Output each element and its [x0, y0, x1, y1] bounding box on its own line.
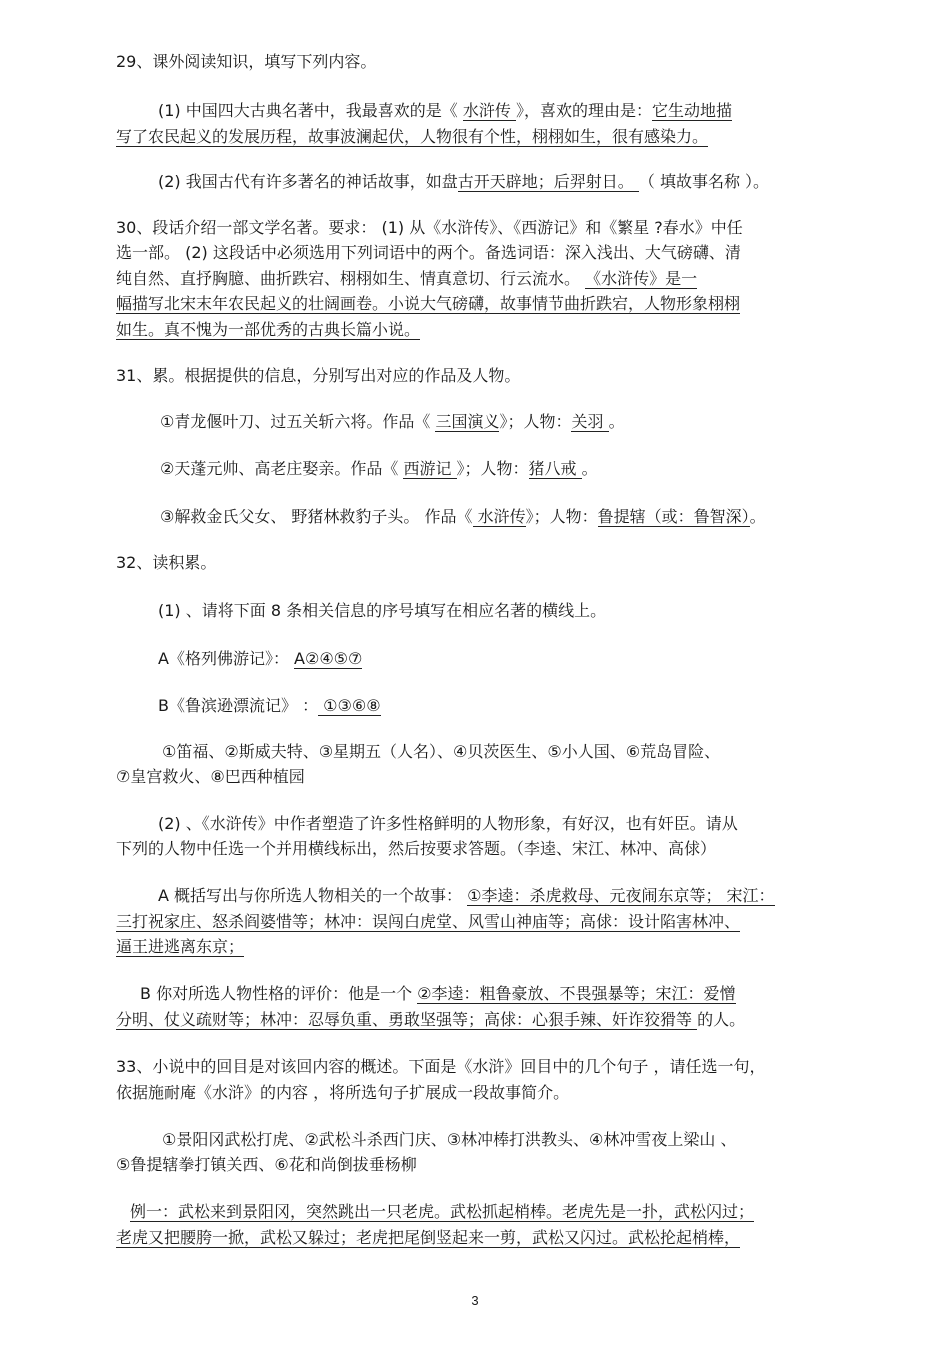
answer-underline: 逼王进逃离东京； — [116, 937, 245, 956]
text-segment: A《格列佛游记》： — [158, 649, 295, 668]
text-segment: 。 — [749, 507, 766, 526]
text-line — [158, 601, 606, 621]
text-segment: 依据施耐庵《水浒》的内容 ，将所选句子扩展成一段故事简介。 — [116, 1083, 570, 1102]
text-segment: A 概括写出与你所选人物相关的一个故事： — [158, 886, 468, 905]
text-segment: 选一部。 (2) 这段话中必须选用下列词语中的两个。备选词语：深入浅出、大气磅礴、清 — [116, 243, 741, 262]
text-line — [116, 127, 708, 147]
text-line — [116, 937, 244, 957]
answer-underline: A②④⑤⑦ — [294, 649, 363, 668]
text-line — [116, 1083, 569, 1103]
text-line — [116, 839, 716, 859]
text-line — [140, 984, 736, 1004]
text-line — [116, 1228, 740, 1248]
text-segment: 32、读积累。 — [116, 553, 217, 572]
answer-underline: 水浒传 — [472, 507, 526, 526]
answer-underline: 古开天辟地；后羿射日。 — [457, 172, 639, 191]
text-segment: ①景阳冈武松打虎、②武松斗杀西门庆、③林冲棒打洪教头、④林冲雪夜上梁山 、 — [162, 1130, 737, 1149]
text-segment: (2) 我国古代有许多著名的神话故事，如盘 — [158, 172, 458, 191]
text-segment: B《鲁滨逊漂流记》 ： — [158, 696, 319, 715]
text-segment: 纯自然、直抒胸臆、曲折跌宕、栩栩如生、情真意切、行云流水。 — [116, 269, 586, 288]
answer-underline: 如生。真不愧为一部优秀的古典长篇小说。 — [116, 320, 421, 339]
answer-underline: ②李逵：粗鲁豪放、不畏强暴等；宋江：爱憎 — [417, 984, 736, 1003]
answer-underline: 写了农民起义的发展历程，故事波澜起伏，人物很有个性，栩栩如生，很有感染力。 — [116, 127, 709, 146]
text-line — [116, 52, 376, 72]
text-segment: ①青龙偃叶刀、过五关斩六将。作品《 — [160, 412, 436, 431]
text-segment: 》；人物： — [456, 459, 529, 478]
text-line — [130, 1202, 754, 1222]
text-line — [160, 507, 766, 527]
text-segment: (2) 、《水浒传》中作者塑造了许多性格鲜明的人物形象，有好汉，也有奸臣。请从 — [158, 814, 738, 833]
text-line — [116, 1010, 745, 1030]
page-number: 3 — [471, 1293, 479, 1308]
text-line — [116, 218, 743, 238]
text-segment: 。 — [608, 412, 625, 431]
text-segment: ②天蓬元帅、高老庄娶亲。作品《 — [160, 459, 404, 478]
text-line — [158, 886, 775, 906]
text-line — [158, 649, 362, 669]
text-line — [162, 1130, 736, 1150]
text-segment: 31、累。根据提供的信息，分别写出对应的作品及人物。 — [116, 366, 521, 385]
text-line — [160, 412, 625, 432]
text-segment: 30、段话介绍一部文学名著。要求： (1) 从《水浒传》、《西游记》和《繁星 ?春水》中任 — [116, 218, 743, 237]
text-line — [116, 1057, 765, 1077]
text-segment: 》，喜欢的理由是： — [515, 101, 652, 120]
text-line — [116, 366, 520, 386]
answer-underline: 猪八戒 — [528, 459, 582, 478]
text-segment: ③解救金氏父女、 野猪林救豹子头。 作品《 — [160, 507, 473, 526]
text-line — [158, 696, 381, 716]
text-line — [116, 767, 305, 787]
text-segment: 下列的人物中任选一个并用横线标出，然后按要求答题。（李逵、宋江、林冲、高俅） — [116, 839, 717, 858]
text-segment: 。 — [581, 459, 598, 478]
text-line — [116, 269, 697, 289]
text-line — [116, 320, 420, 340]
text-segment: 29、课外阅读知识，填写下列内容。 — [116, 52, 377, 71]
text-segment: ①笛福、②斯威夫特、③星期五（人名）、④贝茨医生、⑤小人国、⑥荒岛冒险、 — [162, 742, 721, 761]
answer-underline: 鲁提辖（或：鲁智深） — [597, 507, 750, 526]
text-line — [158, 814, 738, 834]
text-segment: B 你对所选人物性格的评价：他是一个 — [140, 984, 418, 1003]
text-line — [116, 912, 740, 932]
answer-underline: 关羽 — [571, 412, 609, 431]
answer-underline: 幅描写北宋末年农民起义的壮阔画卷。小说大气磅礴，故事情节曲折跌宕，人物形象栩栩 — [116, 294, 741, 313]
answer-underline: 三打祝家庄、怒杀阎婆惜等；林冲：误闯白虎堂、风雪山神庙等；高俅：设计陷害林冲、 — [116, 912, 741, 931]
text-segment: 的人。 — [697, 1010, 746, 1029]
answer-underline: 分明、仗义疏财等；林冲：忍辱负重、勇敢坚强等；高俅：心狠手辣、奸诈狡猾等 — [116, 1010, 698, 1029]
text-segment: ⑦皇宫救火、⑧巴西种植园 — [116, 767, 305, 786]
text-segment: 》；人物： — [525, 507, 598, 526]
answer-underline: 三国演义 — [435, 412, 500, 431]
answer-underline: ①李逵：杀虎救母、元夜闹东京等； 宋江： — [467, 886, 775, 905]
answer-underline: 《水浒传》是一 — [585, 269, 698, 288]
answer-underline: ①③⑥⑧ — [318, 696, 381, 715]
answer-underline: 例一：武松来到景阳冈，突然跳出一只老虎。武松抓起梢棒。老虎先是一扑，武松闪过； — [130, 1202, 755, 1221]
text-line — [158, 101, 732, 121]
text-segment: 33、小说中的回目是对该回内容的概述。下面是《水浒》回目中的几个句子 ，请任选一句， — [116, 1057, 766, 1076]
text-line — [116, 1155, 417, 1175]
answer-underline: 老虎又把腰胯一掀，武松又躲过；老虎把尾倒竖起来一剪，武松又闪过。武松抡起梢棒， — [116, 1228, 741, 1247]
text-segment: (1) 、请将下面 8 条相关信息的序号填写在相应名著的横线上。 — [158, 601, 607, 620]
answer-underline: 它生动地描 — [651, 101, 732, 120]
text-segment: 》；人物： — [499, 412, 572, 431]
text-segment: (1) 中国四大古典名著中，我最喜欢的是《 — [158, 101, 463, 120]
text-line — [160, 459, 598, 479]
text-segment: ⑤鲁提辖拳打镇关西、⑥花和尚倒拔垂杨柳 — [116, 1155, 417, 1174]
text-line — [158, 172, 769, 192]
answer-underline: 水浒传 — [462, 101, 516, 120]
answer-underline: 西游记 — [403, 459, 457, 478]
text-line — [116, 553, 216, 573]
text-line — [116, 294, 740, 314]
text-line — [116, 243, 741, 263]
text-segment: （ 填故事名称 ）。 — [638, 172, 770, 191]
text-line — [162, 742, 720, 762]
